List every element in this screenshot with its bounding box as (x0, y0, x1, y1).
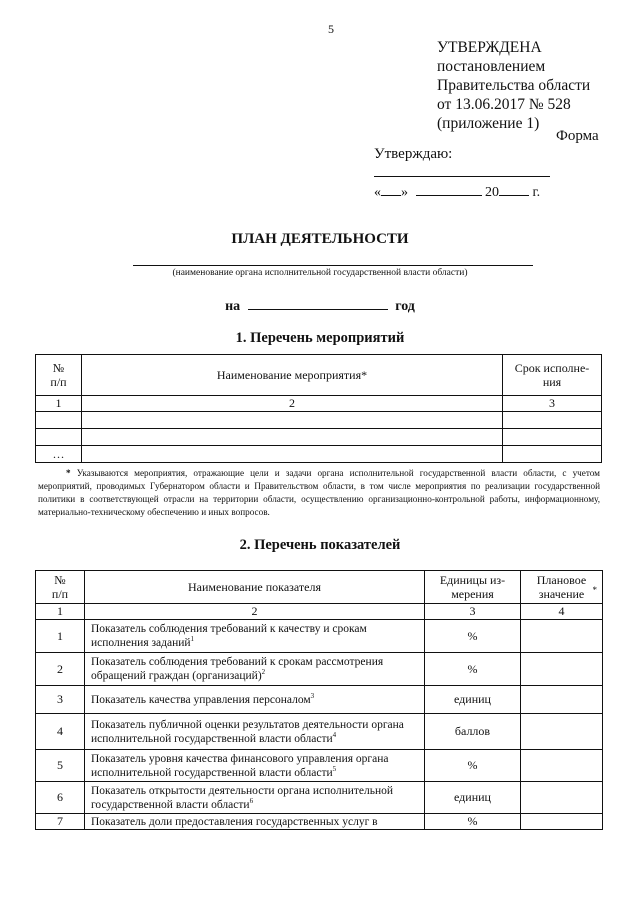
org-caption: (наименование органа исполнительной государственной власти области) (172, 268, 468, 278)
form-label: Форма (556, 128, 599, 144)
unit-cell: % (425, 653, 521, 686)
table-row: 1 Показатель соблюдения требований к качеству и срокам исполнения заданий$^1$ % (36, 620, 603, 653)
table-row: 4 Показатель публичной оценки результатов деятельности органа исполнительной государственной власти области$^4$ баллов (36, 714, 603, 750)
numbering-cell: 1 (36, 604, 85, 620)
year-blank (499, 182, 529, 196)
numbering-cell: 2 (82, 396, 503, 412)
table-row (36, 412, 602, 429)
plan-value-cell (521, 782, 603, 814)
col-header-term: Срок исполне- ния (503, 355, 602, 396)
unit-cell: баллов (425, 714, 521, 750)
numbering-cell: 3 (425, 604, 521, 620)
approval-block (437, 38, 590, 133)
month-blank (416, 182, 482, 196)
page-number: 5 (328, 22, 334, 36)
approval-line: УТВЕРЖДЕНА (437, 39, 542, 56)
table-row (36, 446, 602, 463)
unit-cell: % (425, 620, 521, 653)
unit-cell: единиц (425, 782, 521, 814)
indicator-name: Показатель доли предоставления государственных услуг в (85, 814, 425, 830)
col-header-unit: Единицы из- мерения (425, 571, 521, 604)
indicator-name: Показатель соблюдения требований к качеству и срокам исполнения заданий$^1$ (85, 620, 425, 653)
plan-value-cell (521, 653, 603, 686)
unit-cell: % (425, 814, 521, 830)
col-header-num: № п/п (36, 571, 85, 604)
plan-year-blank (248, 296, 388, 310)
approval-line: от 13.06.2017 № 528 (437, 96, 571, 113)
approve-label: Утверждаю: (374, 146, 453, 162)
ellipsis-cell: … (36, 446, 82, 463)
col-header-plan: Плановое значение * (521, 571, 603, 604)
col-header-num: № п/п (36, 355, 82, 396)
approval-line: Правительства области (437, 77, 591, 94)
numbering-cell: 2 (85, 604, 425, 620)
indicator-name: Показатель публичной оценки результатов деятельности органа исполнительной государственной власти области$^4$ (85, 714, 425, 750)
section1-title: 1. Перечень мероприятий (235, 330, 405, 346)
day-blank (381, 182, 401, 196)
org-name-line (133, 265, 533, 266)
signature-line (374, 176, 550, 177)
col-header-indicator: Наименование показателя (85, 571, 425, 604)
plan-value-cell (521, 714, 603, 750)
unit-cell: единиц (425, 686, 521, 714)
approval-date: « » 20 г. (374, 182, 540, 201)
table-row: 3 Показатель качества управления персоналом$^3$ единиц (36, 686, 603, 714)
table-row: 6 Показатель открытости деятельности органа исполнительной государственной власти области$^6$ единиц (36, 782, 603, 814)
indicator-name: Показатель качества управления персоналом$^3$ (85, 686, 425, 714)
document-title: ПЛАН ДЕЯТЕЛЬНОСТИ (231, 231, 409, 247)
indicators-table (35, 570, 603, 830)
plan-value-cell (521, 620, 603, 653)
table-row: 7 Показатель доли предоставления государственных услуг в % (36, 814, 603, 830)
col-header-event: Наименование мероприятия* (82, 355, 503, 396)
plan-value-cell (521, 814, 603, 830)
numbering-cell: 1 (36, 396, 82, 412)
indicator-name: Показатель открытости деятельности органа исполнительной государственной власти области$^6$ (85, 782, 425, 814)
numbering-cell: 4 (521, 604, 603, 620)
approval-line: (приложение 1) (437, 115, 540, 132)
numbering-cell: 3 (503, 396, 602, 412)
footnote: * Указываются мероприятия, отражающие цели и задачи органа исполнительной государственной власти области, с учетом мероприятий, проводимых Губернатором области и Правительством области, в том числе мероприятия по реализации государственной политики в соответствующей отрасли на территории области, осуществлению организационно-контрольной работы, информационному, материально-техническому обеспечению и иных вопросов. (38, 468, 600, 517)
unit-cell: % (425, 750, 521, 782)
events-table (35, 354, 602, 463)
section2-title: 2. Перечень показателей (239, 537, 401, 553)
plan-value-cell (521, 686, 603, 714)
table-row: 5 Показатель уровня качества финансового управления органа исполнительной государственной власти области$^5$ % (36, 750, 603, 782)
indicator-name: Показатель уровня качества финансового управления органа исполнительной государственной власти области$^5$ (85, 750, 425, 782)
indicator-name: Показатель соблюдения требований к срокам рассмотрения обращений граждан (организаций)$^2$ (85, 653, 425, 686)
table-row: 2 Показатель соблюдения требований к срокам рассмотрения обращений граждан (организаций)$^2$ % (36, 653, 603, 686)
plan-year: на год (0, 296, 640, 315)
approval-line: постановлением (437, 58, 546, 75)
plan-value-cell (521, 750, 603, 782)
table-row (36, 429, 602, 446)
